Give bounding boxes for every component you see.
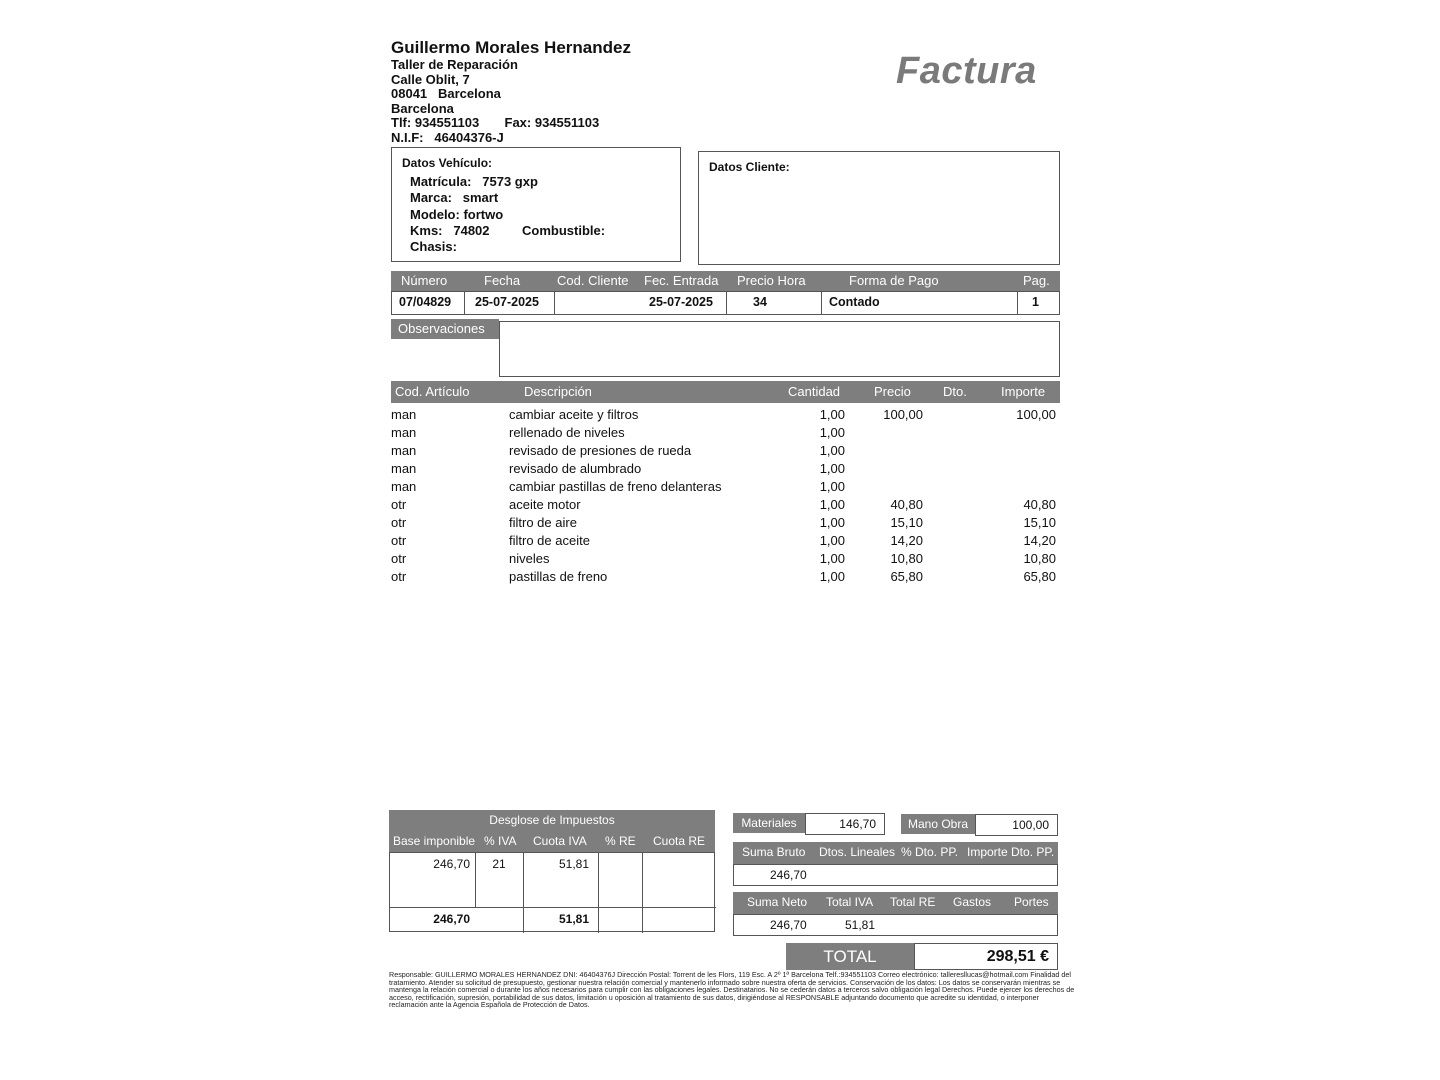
- cuota-iva-value: 51,81: [558, 857, 589, 871]
- dto-pp-label: % Dto. PP.: [901, 845, 959, 859]
- tax-header-row: [389, 830, 715, 852]
- table-row: [391, 479, 1060, 497]
- item-code: otr: [391, 515, 407, 530]
- company-postal: 08041: [391, 86, 428, 101]
- divider: [821, 292, 822, 314]
- cuota-re-header: Cuota RE: [653, 834, 706, 848]
- divider: [554, 292, 555, 314]
- table-row: [391, 443, 1060, 461]
- client-heading: Datos Cliente:: [709, 160, 790, 174]
- kms-label: Kms:: [410, 223, 443, 238]
- company-line1: Taller de Reparación: [391, 57, 518, 72]
- item-price: 65,80: [890, 569, 923, 584]
- client-data-box: [698, 151, 1060, 265]
- forma-pago-value: Contado: [829, 295, 880, 309]
- model-label: Modelo:: [410, 207, 460, 222]
- cod-cliente-header: Cod. Cliente: [557, 273, 629, 288]
- item-code: man: [391, 461, 417, 476]
- model-value: fortwo: [463, 207, 504, 222]
- item-quantity: 1,00: [819, 515, 845, 530]
- tlf-label: Tlf:: [391, 115, 412, 130]
- item-description: cambiar aceite y filtros: [509, 407, 639, 422]
- item-amount: 15,10: [1023, 515, 1056, 530]
- brand-row: [410, 190, 498, 205]
- pag-value: 1: [1032, 295, 1039, 309]
- item-code: otr: [391, 551, 407, 566]
- divider: [1017, 292, 1018, 314]
- item-code: otr: [391, 569, 407, 584]
- total-label: TOTAL: [786, 943, 914, 970]
- company-province: Barcelona: [391, 100, 454, 116]
- base-value: 246,70: [433, 857, 470, 871]
- fuel-label: Combustible:: [522, 223, 606, 238]
- company-postal-city: [391, 87, 631, 102]
- legal-notice: Responsable: GUILLERMO MORALES HERNANDEZ DNI: 46404376J Dirección Postal: Torrent de les Flors, 119 Esc. A 2º 1ª Barcelona Telf.:934551103 Correo electrónico: talleresllucas@hotmail.com Finalidad del tratamiento. Atender su solicitud de presupuesto, gestionar nuestra relación comercial y mantenerlo informado sobre nuestra oferta de servicios. Conservación de los datos: Los datos se conservarán mientras se mantenga la relación comercial o durante los años necesarios para cumplir con las obligaciones legales. Destinatarios. No se cederán datos a terceros salvo obligación legal Derechos. Puede ejercer los derechos de acceso, rectificación, supresión, portabilidad de sus datos, limitación u oposición al tratamiento de sus datos, dirigiéndose al RESPONSABLE adjuntando documento que acredite su identidad, o interponer reclamación ante la Agencia Española de Protección de Datos.: [389, 970, 1075, 1009]
- total-value: 298,51 €: [914, 943, 1058, 970]
- item-description: aceite motor: [509, 497, 581, 512]
- forma-pago-header: Forma de Pago: [849, 273, 939, 288]
- neto-header-row: [733, 892, 1058, 914]
- item-amount: 65,80: [1023, 569, 1056, 584]
- suma-bruto-value: 246,70: [770, 868, 807, 882]
- fax-value: 934551103: [534, 115, 600, 130]
- item-amount: 14,20: [1023, 533, 1056, 548]
- company-nif: [391, 131, 631, 146]
- divider: [726, 292, 727, 314]
- item-price: 100,00: [883, 407, 923, 422]
- item-amount: 100,00: [1016, 407, 1056, 422]
- descripcion-header: Descripción: [524, 384, 592, 399]
- gastos-label: Gastos: [953, 895, 992, 909]
- item-description: cambiar pastillas de freno delanteras: [509, 479, 722, 494]
- item-code: otr: [391, 497, 407, 512]
- total-re-label: Total RE: [890, 895, 936, 909]
- fax-label: Fax:: [504, 115, 532, 130]
- precio-header: Precio: [874, 384, 911, 399]
- divider: [642, 853, 643, 933]
- fecha-header: Fecha: [484, 273, 521, 288]
- fec-entrada-header: Fec. Entrada: [644, 273, 719, 288]
- item-code: man: [391, 425, 417, 440]
- item-amount: 10,80: [1023, 551, 1056, 566]
- nif-label: N.I.F:: [391, 129, 424, 145]
- kms-row: [410, 223, 490, 238]
- invoice-values-row: [391, 291, 1060, 315]
- precio-hora-header: Precio Hora: [737, 273, 806, 288]
- table-row: [391, 461, 1060, 479]
- item-description: revisado de alumbrado: [509, 461, 642, 476]
- item-description: filtro de aceite: [509, 533, 590, 548]
- nif-value: 46404376-J: [434, 129, 504, 145]
- numero-header: Número: [401, 273, 448, 288]
- neto-values-row: [733, 914, 1058, 936]
- observations-box: [499, 321, 1060, 377]
- divider: [598, 853, 599, 933]
- fec-entrada-value: 25-07-2025: [649, 295, 713, 309]
- tax-breakdown-title: Desglose de Impuestos: [389, 810, 715, 830]
- bruto-values-row: [733, 864, 1058, 886]
- re-pct-header: % RE: [605, 834, 636, 848]
- item-quantity: 1,00: [819, 443, 845, 458]
- table-row: [391, 497, 1060, 515]
- suma-bruto-label: Suma Bruto: [742, 845, 806, 859]
- item-code: otr: [391, 533, 407, 548]
- total-cuota-iva-value: 51,81: [558, 912, 589, 926]
- kms-value: 74802: [453, 223, 490, 238]
- item-code: man: [391, 407, 417, 422]
- item-quantity: 1,00: [819, 497, 845, 512]
- company-info: [391, 38, 631, 145]
- materiales-label: Materiales: [733, 813, 805, 833]
- iva-pct-header: % IVA: [484, 834, 517, 848]
- suma-neto-label: Suma Neto: [747, 895, 808, 909]
- observations-label: Observaciones: [391, 319, 499, 339]
- item-amount: 40,80: [1023, 497, 1056, 512]
- total-iva-label: Total IVA: [826, 895, 874, 909]
- item-quantity: 1,00: [819, 569, 845, 584]
- chassis-label: Chasis:: [410, 239, 457, 254]
- table-row: [391, 515, 1060, 533]
- dtos-lineales-label: Dtos. Lineales: [819, 845, 896, 859]
- mano-obra-label: Mano Obra: [901, 814, 975, 834]
- tlf-value: 934551103: [414, 115, 480, 130]
- item-description: pastillas de freno: [509, 569, 608, 584]
- table-row: [391, 569, 1060, 587]
- item-description: revisado de presiones de rueda: [509, 443, 692, 458]
- importe-header: Importe: [1001, 384, 1046, 399]
- bruto-header-row: [733, 842, 1058, 864]
- cod-articulo-header: Cod. Artículo: [395, 384, 470, 399]
- item-price: 40,80: [890, 497, 923, 512]
- invoice-header-bar: [391, 271, 1060, 291]
- company-city: Barcelona: [438, 86, 501, 101]
- precio-hora-value: 34: [753, 295, 767, 309]
- item-code: man: [391, 443, 417, 458]
- company-phones: [391, 116, 631, 131]
- item-quantity: 1,00: [819, 479, 845, 494]
- table-row: [391, 533, 1060, 551]
- vehicle-data-box: [391, 147, 681, 262]
- suma-neto-value: 246,70: [770, 918, 807, 932]
- base-header: Base imponible: [393, 834, 476, 848]
- tax-body: [389, 852, 715, 932]
- item-price: 10,80: [890, 551, 923, 566]
- portes-label: Portes: [1014, 895, 1049, 909]
- item-price: 15,10: [890, 515, 923, 530]
- brand-label: Marca:: [410, 190, 452, 205]
- brand-value: smart: [462, 190, 499, 205]
- items-header-bar: [391, 381, 1060, 403]
- item-description: rellenado de niveles: [509, 425, 625, 440]
- plate-label: Matrícula:: [410, 174, 472, 189]
- company-name: Guillermo Morales Hernandez: [391, 38, 631, 57]
- fecha-value: 25-07-2025: [475, 295, 539, 309]
- divider: [464, 292, 465, 314]
- item-code: man: [391, 479, 417, 494]
- item-description: filtro de aire: [509, 515, 577, 530]
- item-quantity: 1,00: [819, 425, 845, 440]
- pag-header: Pag.: [1023, 273, 1050, 288]
- item-quantity: 1,00: [819, 551, 845, 566]
- item-quantity: 1,00: [819, 407, 845, 422]
- cantidad-header: Cantidad: [788, 384, 841, 399]
- divider: [390, 907, 716, 908]
- items-table: [391, 407, 1060, 597]
- plate-value: 7573 gxp: [482, 174, 538, 189]
- numero-value: 07/04829: [399, 295, 452, 309]
- plate-row: [410, 174, 538, 189]
- dto-header: Dto.: [943, 384, 967, 399]
- item-description: niveles: [509, 551, 550, 566]
- model-row: [410, 207, 503, 222]
- total-base-value: 246,70: [433, 912, 470, 926]
- materiales-value: 146,70: [805, 813, 885, 835]
- vehicle-heading: Datos Vehículo:: [402, 156, 493, 170]
- cuota-iva-header: Cuota IVA: [533, 834, 587, 848]
- item-quantity: 1,00: [819, 461, 845, 476]
- table-row: [391, 407, 1060, 425]
- company-address: Calle Oblit, 7: [391, 71, 470, 87]
- table-row: [391, 551, 1060, 569]
- iva-pct-value: 21: [492, 857, 506, 871]
- table-row: [391, 425, 1060, 443]
- total-iva-value: 51,81: [845, 918, 876, 932]
- item-quantity: 1,00: [819, 533, 845, 548]
- item-price: 14,20: [890, 533, 923, 548]
- importe-dto-pp-label: Importe Dto. PP.: [967, 845, 1055, 859]
- document-title: Factura: [896, 50, 1037, 92]
- mano-obra-value: 100,00: [975, 814, 1058, 836]
